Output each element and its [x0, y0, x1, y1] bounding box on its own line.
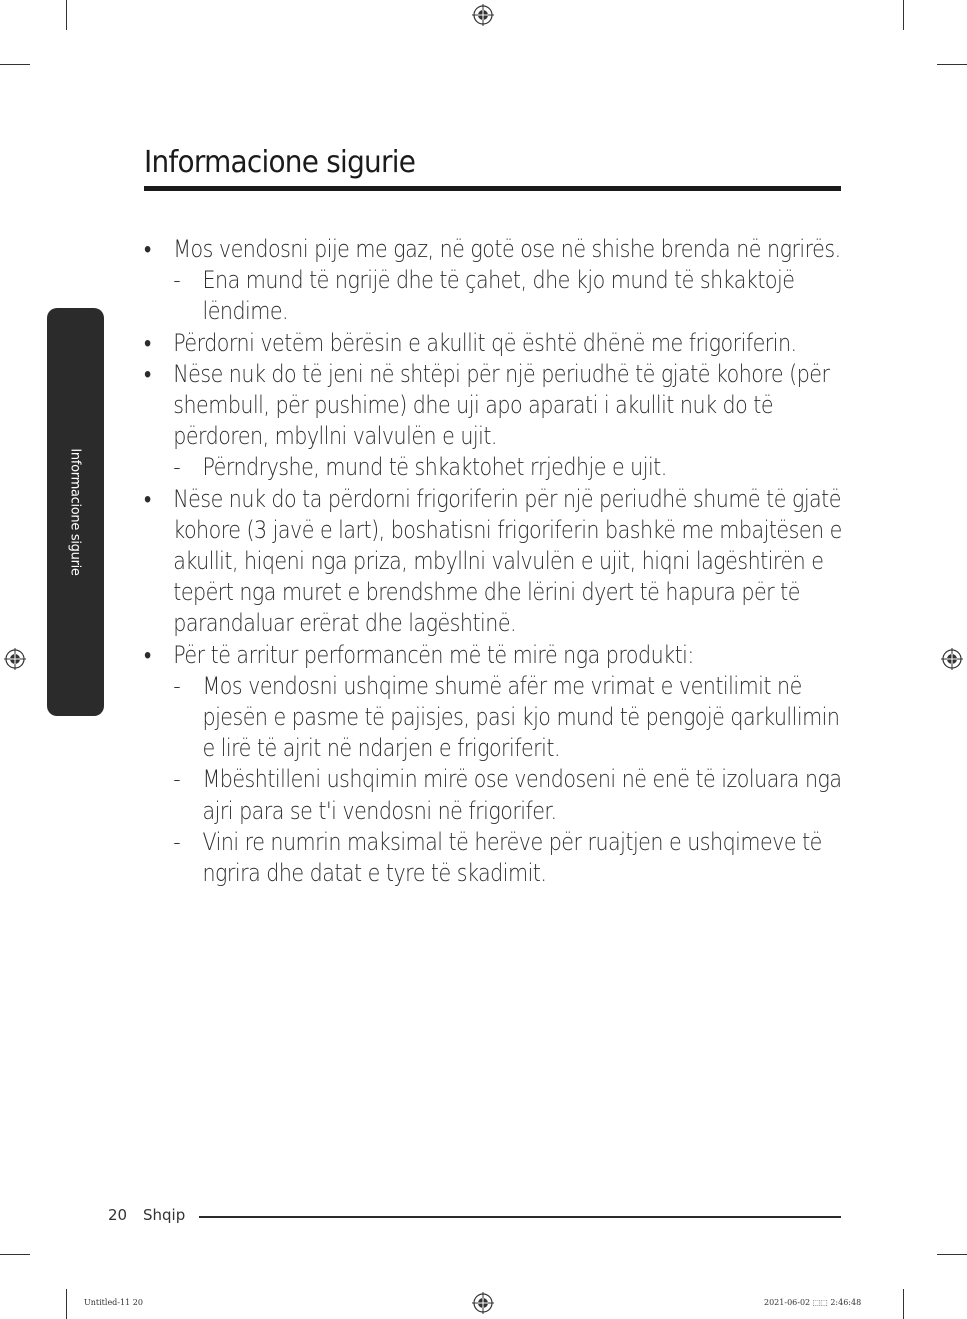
print-timestamp: 2021-06-02 ⬚⬚ 2:46:48 — [764, 1298, 862, 1307]
footer-rule — [199, 1216, 841, 1218]
registration-mark-bottom-icon — [472, 1292, 494, 1314]
list-item — [144, 359, 844, 453]
crop-mark-bottom-right-h — [937, 1254, 967, 1255]
side-section-tab-label: Informacione sigurie — [67, 448, 83, 576]
sub-list-item — [144, 827, 844, 889]
sub-list-item — [144, 671, 844, 765]
sub-list-item-text: Vini re numrin maksimal të herëve për ruajtjen e ushqimeve të ngrira dhe datat e tyre të skadimit. — [202, 827, 822, 888]
bullet-list — [144, 234, 844, 889]
dash-icon: - — [173, 453, 181, 482]
page-number: 20 — [108, 1206, 128, 1224]
list-item-text: Përdorni vetëm bërësin e akullit që është dhënë me frigoriferin. — [173, 328, 797, 357]
bullet-icon: • — [144, 640, 151, 669]
crop-mark-bottom-left-v — [66, 1289, 67, 1319]
list-item-text: Nëse nuk do të jeni në shtëpi për një periudhë të gjatë kohore (për shembull, për pushime) dhe uji apo aparati i akullit nuk do të përdoren, mbyllni valvulën e ujit. — [173, 359, 830, 451]
list-item — [144, 234, 844, 265]
registration-mark-left-icon — [4, 648, 26, 670]
sub-list-item-text: Mos vendosni ushqime shumë afër me vrimat e ventilimit në pjesën e pasme të pajisjes, pasi kjo mund të pengojë qarkullimin e lirë të ajrit në ndarjen e frigoriferit. — [202, 671, 840, 763]
bullet-icon: • — [144, 235, 151, 263]
safety-content — [144, 234, 844, 889]
crop-mark-bottom-right-v — [903, 1289, 904, 1319]
sub-list-item — [144, 764, 844, 826]
list-item-text: Nëse nuk do ta përdorni frigoriferin për një periudhë shumë të gjatë kohore (3 javë e lart), boshatisni frigoriferin bashkë me mbajtësen e akullit, hiqeni nga priza, mbyllni valvulën e ujit, hiqni lagështirën e tepërt nga muret e brendshme dhe lërini dyert të hapura për të parandaluar erërat dhe lagështinë. — [173, 484, 842, 638]
sub-list-item — [144, 452, 844, 483]
sub-list-item-text: Mbështilleni ushqimin mirë ose vendoseni në enë të izoluara nga ajri para se t'i vendosni në frigorifer. — [202, 765, 842, 825]
list-item — [144, 484, 844, 640]
list-item-text: Mos vendosni pije me gaz, në gotë ose në shishe brenda në ngrirës. — [173, 235, 841, 263]
list-item — [144, 328, 844, 359]
sub-list-item — [144, 265, 844, 327]
sub-list-item-text: Ena mund të ngrijë dhe të çahet, dhe kjo mund të shkaktojë lëndime. — [202, 266, 795, 326]
crop-mark-bottom-left-h — [0, 1254, 30, 1255]
list-item-text: Për të arritur performancën më të mirë nga produkti: — [173, 640, 694, 669]
bullet-icon: • — [144, 484, 151, 513]
registration-mark-right-icon — [941, 648, 963, 670]
bullet-icon: • — [144, 328, 151, 357]
dash-icon: - — [173, 827, 181, 856]
crop-mark-top-right-v — [903, 0, 904, 30]
dash-icon: - — [173, 765, 181, 794]
registration-mark-top-icon — [472, 4, 494, 26]
list-item — [144, 640, 844, 671]
dash-icon: - — [173, 671, 181, 700]
crop-mark-top-right-h — [937, 64, 967, 65]
sub-list-item-text: Përndryshe, mund të shkaktohet rrjedhje e ujit. — [202, 453, 667, 482]
page-title: Informacione sigurie — [144, 145, 416, 180]
bullet-icon: • — [144, 359, 151, 388]
dash-icon: - — [173, 266, 181, 295]
footer-language: Shqip — [143, 1206, 186, 1224]
crop-mark-top-left-h — [0, 64, 30, 65]
crop-mark-top-left-v — [66, 0, 67, 30]
print-file-label: Untitled-11 20 — [84, 1298, 143, 1307]
title-rule — [144, 186, 841, 191]
